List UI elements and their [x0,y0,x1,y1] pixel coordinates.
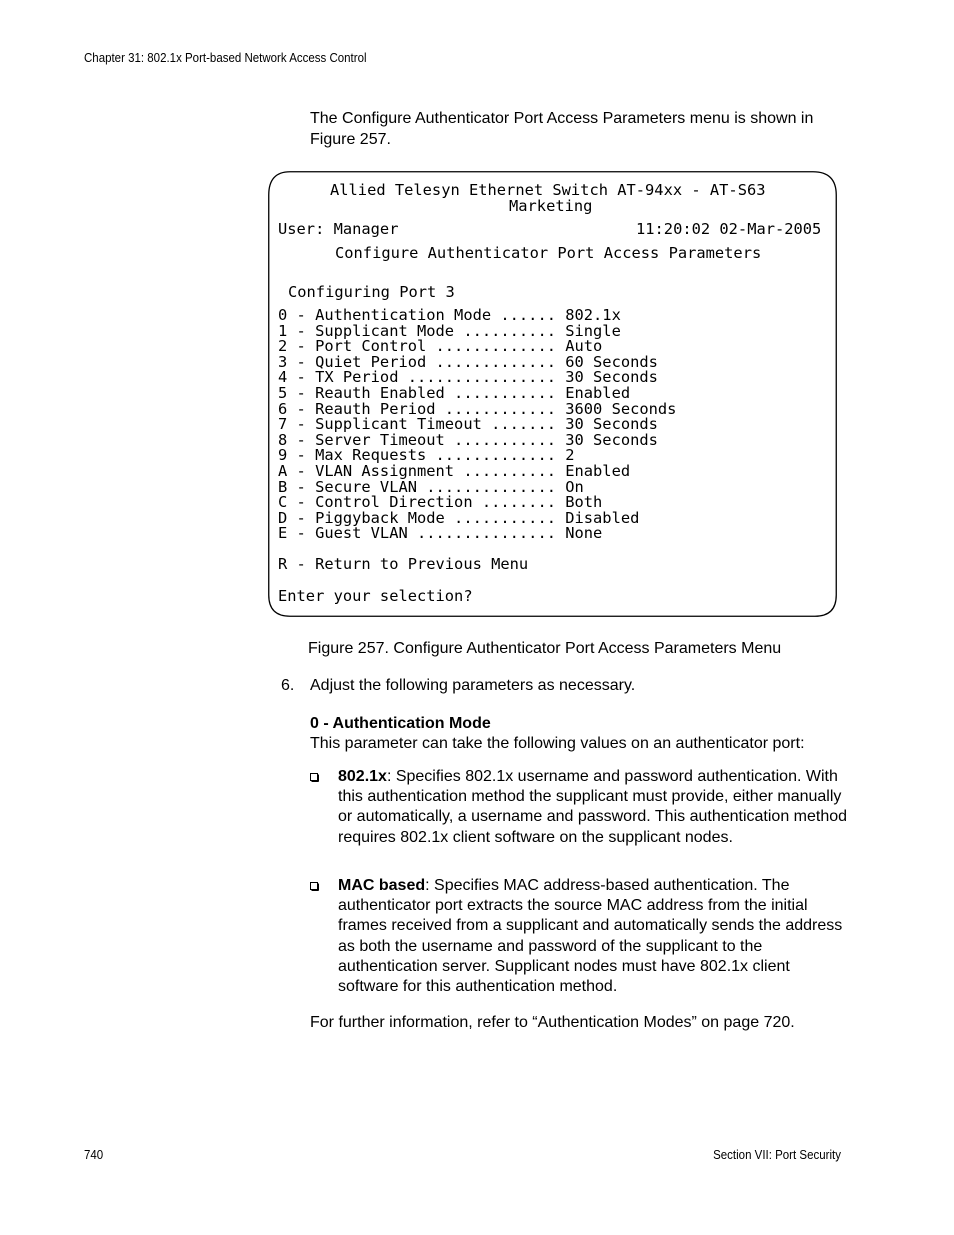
menu-item: C - Control Direction ........ Both [278,493,603,511]
menu-item: D - Piggyback Mode ........... Disabled [278,509,640,527]
step-number: 6. [281,677,295,694]
bullet-term: 802.1x [338,768,387,785]
terminal-menu-title: Configure Authenticator Port Access Parameters [335,244,762,262]
page-number: 740 [84,1148,104,1162]
menu-item: A - VLAN Assignment .......... Enabled [278,462,631,480]
checkbox-bullet-icon [310,773,319,782]
bullet-item [310,767,850,848]
terminal-prompt: Enter your selection? [278,587,473,605]
step-text: Adjust the following parameters as necessary. [310,677,636,694]
terminal-user: User: Manager [278,220,399,238]
menu-item: 0 - Authentication Mode ...... 802.1x [278,306,621,324]
terminal-subtitle: Marketing [509,197,593,215]
menu-item: 9 - Max Requests ............. 2 [278,446,575,464]
bullet-text: : Specifies MAC address-based authentication. The authenticator port extracts the source MAC address from the initial frames received from a supplicant and automatically sends the address as both the username and password of the supplicant to the authentication server. Supplicant nodes must have 802.1x client software for this authentication method. [338,877,843,996]
parameter-heading: 0 - Authentication Mode [310,715,491,732]
terminal-screenshot [268,171,837,617]
section-footer: Section VII: Port Security [713,1148,841,1162]
menu-item: 4 - TX Period ................ 30 Seconds [278,368,658,386]
menu-item: 5 - Reauth Enabled ........... Enabled [278,384,631,402]
terminal-title: Allied Telesyn Ethernet Switch AT-94xx - AT-S63 [330,181,766,199]
terminal-return-option: R - Return to Previous Menu [278,555,529,573]
figure-caption: Figure 257. Configure Authenticator Port Access Parameters Menu [308,640,782,657]
terminal-datetime: 11:20:02 02-Mar-2005 [636,220,822,238]
bullet-term: MAC based [338,877,426,894]
menu-item: 3 - Quiet Period ............. 60 Seconds [278,353,658,371]
checkbox-bullet-icon [310,882,319,891]
further-info: For further information, refer to “Authentication Modes” on page 720. [310,1014,795,1031]
menu-item: 8 - Server Timeout ........... 30 Seconds [278,431,658,449]
parameter-description: This parameter can take the following values on an authenticator port: [310,735,805,752]
chapter-header: Chapter 31: 802.1x Port-based Network Access Control [84,51,367,65]
terminal-configuring: Configuring Port 3 [288,283,455,301]
menu-item: 7 - Supplicant Timeout ....... 30 Seconds [278,415,658,433]
menu-item: 6 - Reauth Period ............ 3600 Seconds [278,400,677,418]
menu-item: 1 - Supplicant Mode .......... Single [278,322,621,340]
bullet-text: : Specifies 802.1x username and password authentication. With this authentication method the supplicant must provide, either manually or automatically, a username and password. This authentication method requires 802.1x client software on the supplicant nodes. [338,768,848,846]
menu-item: E - Guest VLAN ............... None [278,524,603,542]
step-item [281,675,635,696]
intro-paragraph: The Configure Authenticator Port Access Parameters menu is shown in Figure 257. [310,110,814,148]
menu-item: 2 - Port Control ............. Auto [278,337,603,355]
menu-item: B - Secure VLAN .............. On [278,478,584,496]
bullet-item [310,876,850,997]
